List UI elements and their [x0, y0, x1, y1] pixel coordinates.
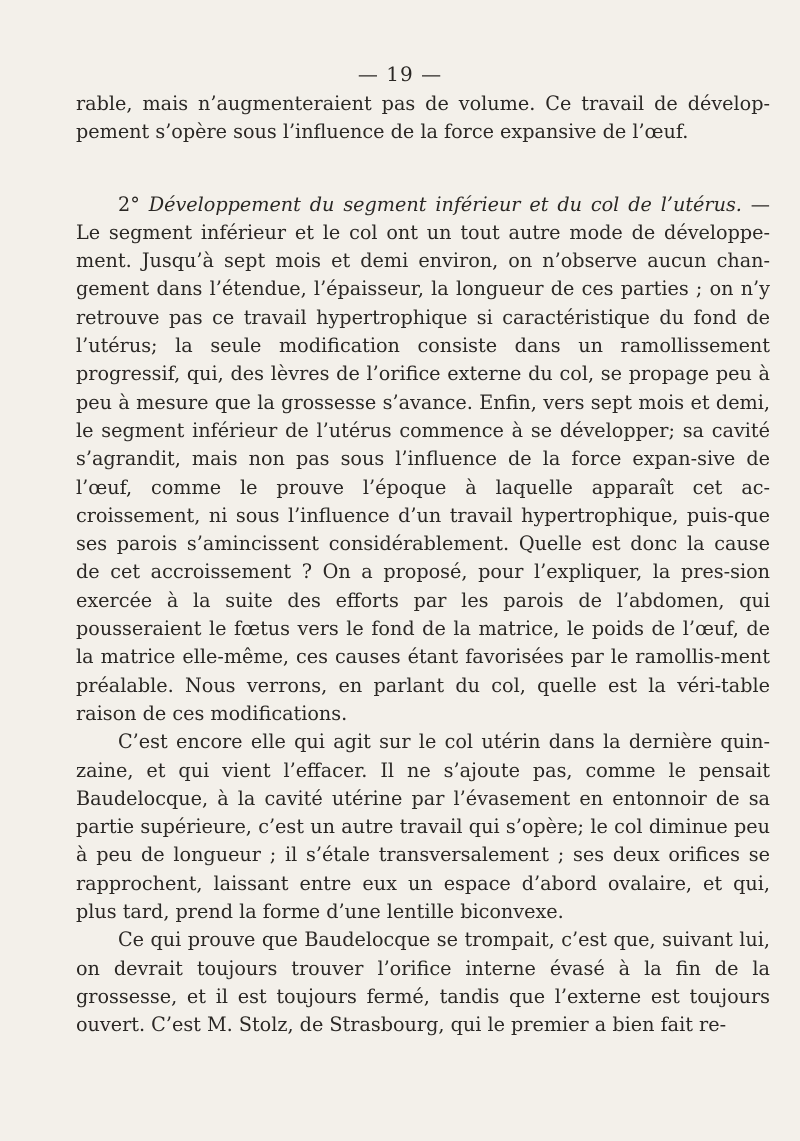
paragraph: C’est encore elle qui agit sur le col utérin dans la dernière quin-zaine, et qui vient l’effacer. Il ne s’ajoute pas, comme le pensait Baudelocque, à la cavité utérine par l’évasement en entonnoir de sa partie supérieure, c’est un autre travail qui s’opère; le col diminue peu à peu de longueur ; il s’étale transversalement ; ses deux orifices se rapprochent, laissant entre eux un espace d’abord ovalaire, et qui, plus tard, prend la forme d’une lentille biconvexe. — [76, 730, 770, 924]
section-number: 2° — [118, 192, 140, 216]
section-paragraph — [76, 191, 770, 729]
paragraph-continuation: rable, mais n’augmenteraient pas de volume. Ce travail de dévelop-pement s’opère sous l’influence de la force expansive de l’œuf. — [76, 92, 770, 144]
paragraph-spacer — [76, 147, 770, 191]
page-number: — 19 — — [357, 62, 443, 86]
section-title: Développement du segment inférieur et du col de l’utérus. — [148, 192, 742, 216]
body-text — [76, 90, 770, 1040]
section-text: — Le segment inférieur et le col ont un tout autre mode de développe-ment. Jusqu’à sept mois et demi environ, on n’observe aucun chan-gement dans l’étendue, l’épaisseur, la longueur de ces parties ; on n’y retrouve pas ce travail hypertrophique si caractéristique du fond de l’utérus; la seule modification consiste dans un ramollissement progressif, qui, des lèvres de l’orifice externe du col, se propage peu à peu à mesure que la grossesse s’avance. Enfin, vers sept mois et demi, le segment inférieur de l’utérus commence à se développer; sa cavité s’agrandit, mais non pas sous l’influence de la force expan-sive de l’œuf, comme le prouve l’époque à laquelle apparaît cet ac-croissement, ni sous l’influence d’un travail hypertrophique, puis-que ses parois s’amincissent considérablement. Quelle est donc la cause de cet accroissement ? On a proposé, pour l’expliquer, la pres-sion exercée à la suite des efforts par les parois de l’abdomen, qui pousseraient le fœtus vers le fond de la matrice, le poids de l’œuf, de la matrice elle-même, ces causes étant favorisées par le ramollis-ment préalable. Nous verrons, en parlant du col, quelle est la véri-table raison de ces modifications. — [76, 192, 770, 725]
paragraph: Ce qui prouve que Baudelocque se trompait, c’est que, suivant lui, on devrait toujours trouver l’orifice interne évasé à la fin de la grossesse, et il est toujours fermé, tandis que l’externe est toujours ouvert. C’est M. Stolz, de Strasbourg, qui le premier a bien fait re- — [76, 928, 770, 1037]
